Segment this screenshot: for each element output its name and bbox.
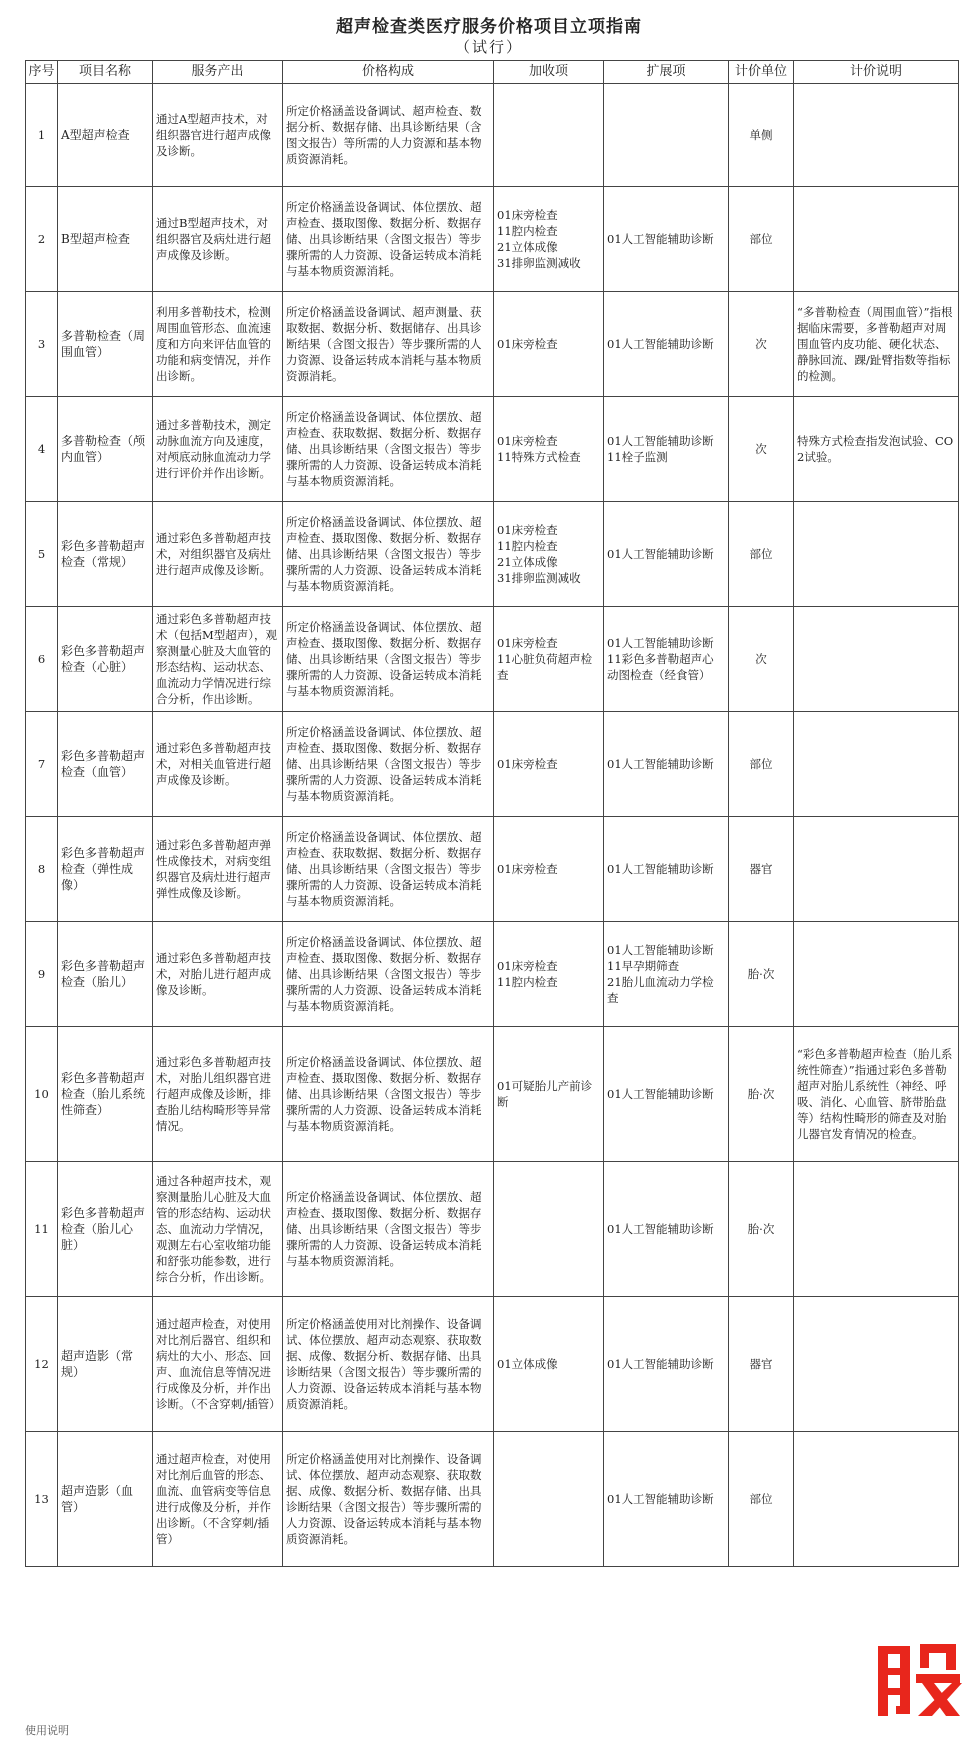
header-ext: 扩展项 [604, 61, 729, 84]
cell-note [794, 607, 959, 712]
cell-output: 通过各种超声技术，观察测量胎儿心脏及大血管的形态结构、运动状态、血流动力学情况，观测左右心室收缩功能和舒张功能参数，进行综合分析，作出诊断。 [153, 1162, 283, 1297]
cell-output: 通过彩色多普勒超声技术，对胎儿组织器官进行超声成像及诊断，排查胎儿结构畸形等异常情况。 [153, 1027, 283, 1162]
cell-output: 通过B型超声技术，对组织器官及病灶进行超声成像及诊断。 [153, 187, 283, 292]
table-row [26, 1297, 959, 1432]
table-row [26, 397, 959, 502]
cell-output: 通过彩色多普勒超声技术（包括M型超声），观察测量心脏及大血管的形态结构、运动状态、血流动力学情况进行综合分析，作出诊断。 [153, 607, 283, 712]
cell-price: 所定价格涵盖设备调试、体位摆放、超声检查、获取数据、数据分析、数据存储、出具诊断结果（含图文报告）等步骤所需的人力资源、设备运转成本消耗与基本物质资源消耗。 [283, 397, 494, 502]
page-subtitle: （试行） [454, 38, 523, 56]
cell-name: B型超声检查 [58, 187, 153, 292]
cell-price: 所定价格涵盖设备调试、体位摆放、超声检查、摄取图像、数据分析、数据存储、出具诊断结果（含图文报告）等步骤所需的人力资源、设备运转成本消耗与基本物质资源消耗。 [283, 922, 494, 1027]
cell-name: 超声造影（常规） [58, 1297, 153, 1432]
cell-no: 8 [26, 817, 58, 922]
cell-unit: 器官 [729, 817, 794, 922]
header-no: 序号 [26, 61, 58, 84]
cell-ext: 01人工智能辅助诊断 11彩色多普勒超声心动图检查（经食管） [604, 607, 729, 712]
cell-output: 通过彩色多普勒超声技术，对胎儿进行超声成像及诊断。 [153, 922, 283, 1027]
cell-ext: 01人工智能辅助诊断 [604, 1162, 729, 1297]
cell-add: 01立体成像 [494, 1297, 604, 1432]
table-row [26, 817, 959, 922]
cell-note [794, 187, 959, 292]
table-header-row [26, 61, 959, 84]
header-note: 计价说明 [794, 61, 959, 84]
table-row [26, 712, 959, 817]
cell-price: 所定价格涵盖设备调试、体位摆放、超声检查、摄取图像、数据分析、数据存储、出具诊断结果（含图文报告）等步骤所需的人力资源、设备运转成本消耗与基本物质资源消耗。 [283, 607, 494, 712]
cell-add [494, 1432, 604, 1567]
cell-add: 01床旁检查 [494, 292, 604, 397]
page-title: 超声检查类医疗服务价格项目立项指南 [336, 17, 642, 37]
cell-name: 彩色多普勒超声检查（胎儿系统性筛查） [58, 1027, 153, 1162]
cell-add: 01床旁检查 [494, 712, 604, 817]
cell-ext: 01人工智能辅助诊断 [604, 1297, 729, 1432]
cell-add: 01床旁检查 11心脏负荷超声检查 [494, 607, 604, 712]
cell-name: 多普勒检查（颅内血管） [58, 397, 153, 502]
table-row [26, 292, 959, 397]
cell-no: 2 [26, 187, 58, 292]
cell-add [494, 1162, 604, 1297]
cell-unit: 胎·次 [729, 1027, 794, 1162]
cell-unit: 部位 [729, 187, 794, 292]
cell-output: 通过彩色多普勒超声技术，对组织器官及病灶进行超声成像及诊断。 [153, 502, 283, 607]
header-add: 加收项 [494, 61, 604, 84]
cell-name: 超声造影（血管） [58, 1432, 153, 1567]
cell-note [794, 502, 959, 607]
cell-note: “多普勒检查（周围血管）”指根据临床需要，多普勒超声对周围血管内皮功能、硬化状态、静脉回流、踝/趾臂指数等指标的检测。 [794, 292, 959, 397]
cell-note: “彩色多普勒超声检查（胎儿系统性筛查）”指通过彩色多普勒超声对胎儿系统性（神经、呼吸、消化、心血管、脐带胎盘等）结构性畸形的筛查及对胎儿器官发育情况的检查。 [794, 1027, 959, 1162]
cell-ext: 01人工智能辅助诊断 [604, 502, 729, 607]
cell-output: 通过多普勒技术，测定动脉血流方向及速度，对颅底动脉血流动力学进行评价并作出诊断。 [153, 397, 283, 502]
cell-name: 彩色多普勒超声检查（心脏） [58, 607, 153, 712]
cell-price: 所定价格涵盖设备调试、超声检查、数据分析、数据存储、出具诊断结果（含图文报告）等所需的人力资源和基本物质资源消耗。 [283, 84, 494, 187]
cell-no: 5 [26, 502, 58, 607]
cell-price: 所定价格涵盖使用对比剂操作、设备调试、体位摆放、超声动态观察、获取数据、成像、数据分析、数据存储、出具诊断结果（含图文报告）等步骤所需的人力资源、设备运转成本消耗与基本物质资源消耗。 [283, 1297, 494, 1432]
footer-note: 使用说明 [25, 1724, 69, 1737]
cell-ext: 01人工智能辅助诊断 11早孕期筛查 21胎儿血流动力学检查 [604, 922, 729, 1027]
cell-add: 01可疑胎儿产前诊断 [494, 1027, 604, 1162]
cell-output: 通过彩色多普勒超声技术，对相关血管进行超声成像及诊断。 [153, 712, 283, 817]
cell-ext: 01人工智能辅助诊断 [604, 292, 729, 397]
table-row [26, 1027, 959, 1162]
cell-add: 01床旁检查 [494, 817, 604, 922]
table-row [26, 922, 959, 1027]
cell-price: 所定价格涵盖设备调试、体位摆放、超声检查、摄取图像、数据分析、数据存储、出具诊断结果（含图文报告）等步骤所需的人力资源、设备运转成本消耗与基本物质资源消耗。 [283, 1027, 494, 1162]
cell-add [494, 84, 604, 187]
table-row [26, 607, 959, 712]
cell-price: 所定价格涵盖设备调试、体位摆放、超声检查、摄取图像、数据分析、数据存储、出具诊断结果（含图文报告）等步骤所需的人力资源、设备运转成本消耗与基本物质资源消耗。 [283, 187, 494, 292]
table-row [26, 502, 959, 607]
cell-price: 所定价格涵盖设备调试、体位摆放、超声检查、获取数据、数据分析、数据存储、出具诊断结果（含图文报告）等步骤所需的人力资源、设备运转成本消耗与基本物质资源消耗。 [283, 817, 494, 922]
cell-add: 01床旁检查 11腔内检查 21立体成像 31排卵监测减收 [494, 187, 604, 292]
cell-unit: 次 [729, 607, 794, 712]
cell-output: 通过彩色多普勒超声弹性成像技术，对病变组织器官及病灶进行超声弹性成像及诊断。 [153, 817, 283, 922]
cell-price: 所定价格涵盖设备调试、体位摆放、超声检查、摄取图像、数据分析、数据存储、出具诊断结果（含图文报告）等步骤所需的人力资源、设备运转成本消耗与基本物质资源消耗。 [283, 1162, 494, 1297]
cell-add: 01床旁检查 11腔内检查 21立体成像 31排卵监测减收 [494, 502, 604, 607]
cell-name: 多普勒检查（周围血管） [58, 292, 153, 397]
cell-unit: 部位 [729, 1432, 794, 1567]
cell-ext: 01人工智能辅助诊断 [604, 187, 729, 292]
cell-name: 彩色多普勒超声检查（常规） [58, 502, 153, 607]
cell-no: 9 [26, 922, 58, 1027]
cell-price: 所定价格涵盖设备调试、超声测量、获取数据、数据分析、数据储存、出具诊断结果（含图文报告）等步骤所需的人力资源、设备运转成本消耗与基本物质资源消耗。 [283, 292, 494, 397]
cell-ext: 01人工智能辅助诊断 [604, 712, 729, 817]
cell-unit: 器官 [729, 1297, 794, 1432]
cell-price: 所定价格涵盖设备调试、体位摆放、超声检查、摄取图像、数据分析、数据存储、出具诊断结果（含图文报告）等步骤所需的人力资源、设备运转成本消耗与基本物质资源消耗。 [283, 712, 494, 817]
table-row [26, 1162, 959, 1297]
cell-no: 13 [26, 1432, 58, 1567]
cell-add: 01床旁检查 11特殊方式检查 [494, 397, 604, 502]
cell-no: 10 [26, 1027, 58, 1162]
cell-no: 11 [26, 1162, 58, 1297]
header-unit: 计价单位 [729, 61, 794, 84]
cell-name: 彩色多普勒超声检查（血管） [58, 712, 153, 817]
cell-no: 12 [26, 1297, 58, 1432]
cell-note [794, 1297, 959, 1432]
cell-no: 1 [26, 84, 58, 187]
cell-no: 6 [26, 607, 58, 712]
cell-name: 彩色多普勒超声检查（胎儿） [58, 922, 153, 1027]
cell-unit: 部位 [729, 502, 794, 607]
cell-note [794, 1162, 959, 1297]
cell-ext: 01人工智能辅助诊断 [604, 1432, 729, 1567]
cell-output: 通过超声检查，对使用对比剂后器官、组织和病灶的大小、形态、回声、血流信息等情况进行成像及分析，并作出诊断。（不含穿刺/插管） [153, 1297, 283, 1432]
cell-note [794, 712, 959, 817]
cell-note: 特殊方式检查指发泡试验、CO2试验。 [794, 397, 959, 502]
cell-ext: 01人工智能辅助诊断 [604, 1027, 729, 1162]
cell-name: A型超声检查 [58, 84, 153, 187]
cell-output: 通过超声检查，对使用对比剂后血管的形态、血流、血管病变等信息进行成像及分析，并作出诊断。（不含穿刺/插管） [153, 1432, 283, 1567]
cell-ext [604, 84, 729, 187]
cell-unit: 次 [729, 292, 794, 397]
header-price: 价格构成 [283, 61, 494, 84]
table-row [26, 1432, 959, 1567]
cell-output: 利用多普勒技术，检测周围血管形态、血流速度和方向来评估血管的功能和病变情况，并作出诊断。 [153, 292, 283, 397]
cell-unit: 胎·次 [729, 922, 794, 1027]
cell-price: 所定价格涵盖使用对比剂操作、设备调试、体位摆放、超声动态观察、获取数据、成像、数据分析、数据存储、出具诊断结果（含图文报告）等步骤所需的人力资源、设备运转成本消耗与基本物质资源消耗。 [283, 1432, 494, 1567]
cell-ext: 01人工智能辅助诊断 11栓子监测 [604, 397, 729, 502]
cell-add: 01床旁检查 11腔内检查 [494, 922, 604, 1027]
cell-unit: 部位 [729, 712, 794, 817]
cell-name: 彩色多普勒超声检查（胎儿心脏） [58, 1162, 153, 1297]
cell-output: 通过A型超声技术，对组织器官进行超声成像及诊断。 [153, 84, 283, 187]
header-name: 项目名称 [58, 61, 153, 84]
price-guide-table [25, 60, 959, 1567]
cell-no: 4 [26, 397, 58, 502]
cell-note [794, 84, 959, 187]
cell-unit: 胎·次 [729, 1162, 794, 1297]
table-row [26, 187, 959, 292]
cell-note [794, 817, 959, 922]
cell-price: 所定价格涵盖设备调试、体位摆放、超声检查、摄取图像、数据分析、数据存储、出具诊断结果（含图文报告）等步骤所需的人力资源、设备运转成本消耗与基本物质资源消耗。 [283, 502, 494, 607]
cell-unit: 单侧 [729, 84, 794, 187]
cell-note [794, 1432, 959, 1567]
cell-note [794, 922, 959, 1027]
stock-logo-icon [876, 1640, 964, 1720]
cell-ext: 01人工智能辅助诊断 [604, 817, 729, 922]
cell-no: 7 [26, 712, 58, 817]
cell-name: 彩色多普勒超声检查（弹性成像） [58, 817, 153, 922]
header-output: 服务产出 [153, 61, 283, 84]
cell-no: 3 [26, 292, 58, 397]
cell-unit: 次 [729, 397, 794, 502]
table-row [26, 84, 959, 187]
